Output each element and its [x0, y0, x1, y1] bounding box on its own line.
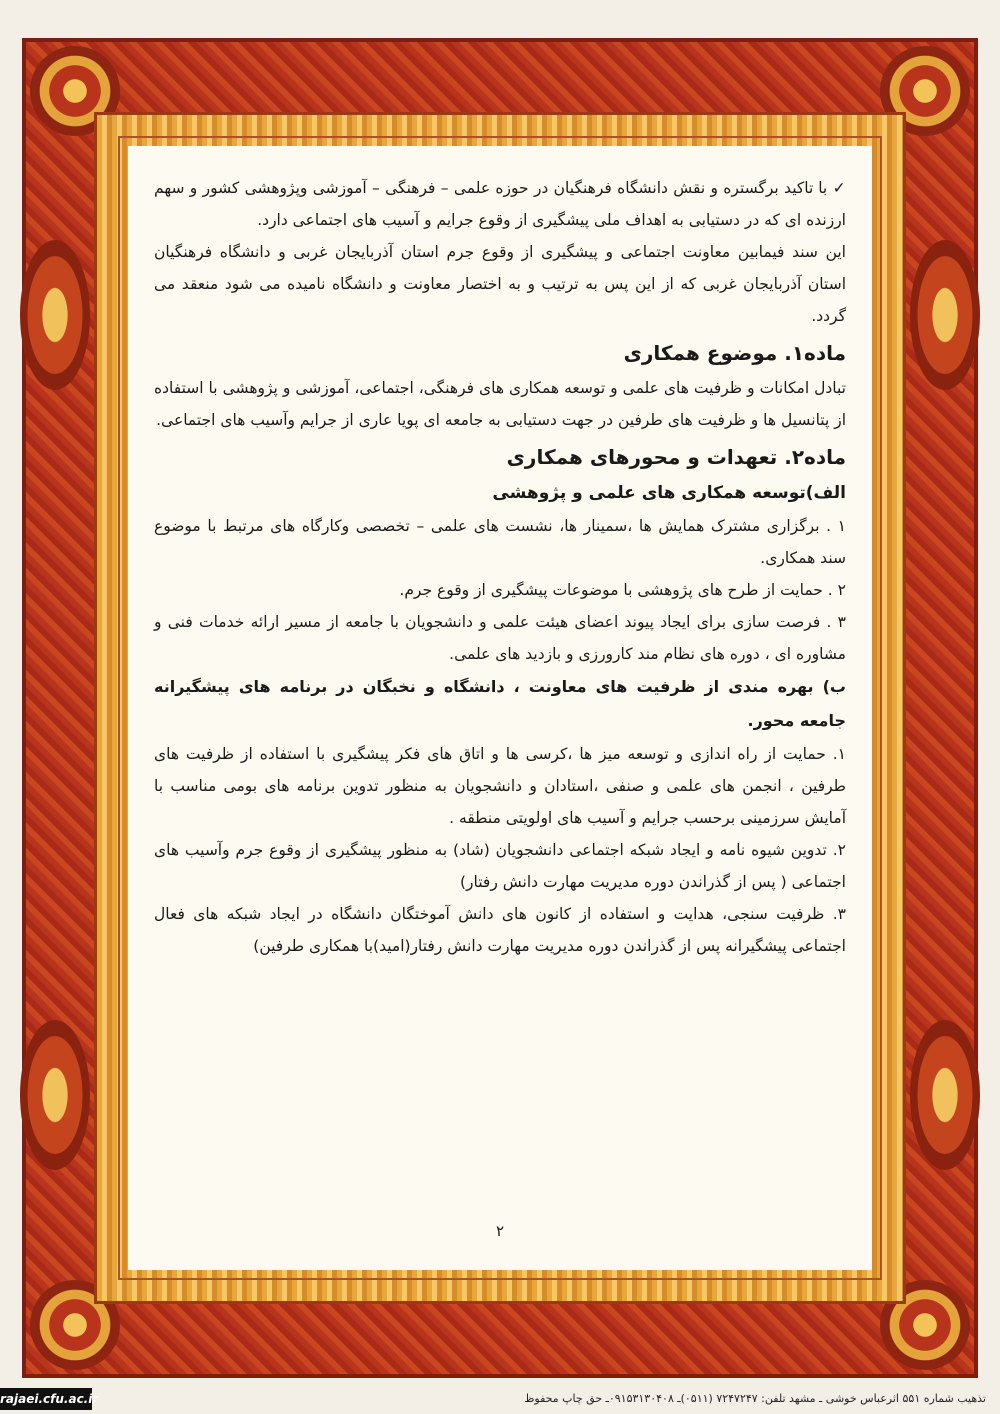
article-2-title: ماده۲. تعهدات و محورهای همکاری — [506, 445, 846, 469]
section-a-item: ۳ . فرصت سازی برای ایجاد پیوند اعضای هیئت علمی و دانشجویان با جامعه از مسیر ارائه خدمات فنی و مشاوره ای ، دوره های نظام مند کارورزی و بازدید های علمی. — [154, 613, 846, 663]
section-b-item: ۳. ظرفیت سنجی، هدایت و استفاده از کانون های دانش آموختگان دانشگاه در ایجاد شبکه های فعال اجتماعی پیشگیرانه پس از گذراندن دوره مدیریت مهارت دانش رفتار(امید)با همکاری طرفین) — [154, 905, 846, 955]
print-credit: تذهیب شماره ۵۵۱ اثرعباس خوشی ـ مشهد تلفن: ۷۲۴۷۲۴۷ (۰۵۱۱)ـ ۰۹۱۵۳۱۳۰۴۰۸ـ حق چاپ محفوظ — [524, 1392, 986, 1405]
intro-text: با تاکید برگستره و نقش دانشگاه فرهنگیان در حوزه علمی – فرهنگی – آموزشی وپژوهشی کشور و سهم ارزنده ای که در دستیابی به اهداف ملی پیشگیری از وقوع جرایم و آسیب های اجتماعی دارد. — [154, 179, 846, 229]
site-watermark: rajaei.cfu.ac.ir — [0, 1388, 92, 1410]
article-1-title: ماده۱. موضوع همکاری — [623, 341, 846, 365]
section-b-item: ۱. حمایت از راه اندازی و توسعه میز ها ،کرسی ها و اتاق های فکر پیشگیری با استفاده از ظرفیت های طرفین ، انجمن های علمی و صنفی ،استادان و دانشجویان به منظور تدوین برنامه های بومی مناسب با آمایش سرزمینی برحسب جرایم و آسیب های اولویتی منطقه . — [154, 745, 846, 827]
section-a-item: ۲ . حمایت از طرح های پژوهشی با موضوعات پیشگیری از وقوع جرم. — [399, 581, 846, 599]
document-body — [128, 146, 872, 1270]
side-medallion-icon — [910, 1020, 980, 1170]
side-medallion-icon — [20, 240, 90, 390]
intro-paragraph-2: این سند فیمابین معاونت اجتماعی و پیشگیری از وقوع جرم استان آذربایجان غربی و دانشگاه فرهنگیان استان آذربایجان غربی که از این پس به ترتیب و به اختصار معاونت و دانشگاه نامیده می شود منعقد می گردد. — [154, 243, 846, 325]
section-a-title: الف)توسعه همکاری های علمی و پژوهشی — [492, 483, 846, 503]
page-number: ۲ — [495, 1222, 505, 1240]
side-medallion-icon — [910, 240, 980, 390]
article-1-text: تبادل امکانات و ظرفیت های علمی و توسعه همکاری های فرهنگی، اجتماعی، آموزشی و پژوهشی با استفاده از پتانسیل ها و ظرفیت های طرفین در جهت دستیابی به جامعه ای پویا عاری از جرایم وآسیب های اجتماعی. — [154, 379, 846, 429]
section-b-item: ۲. تدوین شیوه نامه و ایجاد شبکه اجتماعی دانشجویان (شاد) به منظور پیشگیری از وقوع جرم وآسیب های اجتماعی ( پس از گذراندن دوره مدیریت مهارت دانش رفتار) — [154, 841, 846, 891]
section-b-title: ب) بهره مندی از ظرفیت های معاونت ، دانشگاه و نخبگان در برنامه های پیشگیرانه جامعه محور. — [154, 677, 846, 730]
side-medallion-icon — [20, 1020, 90, 1170]
intro-paragraph — [154, 172, 846, 236]
section-a-item: ۱ . برگزاری مشترک همایش ها ،سمینار ها، نشست های علمی – تخصصی وکارگاه های مرتبط با موضوع سند همکاری. — [154, 517, 846, 567]
check-icon: ✓ — [832, 179, 846, 197]
